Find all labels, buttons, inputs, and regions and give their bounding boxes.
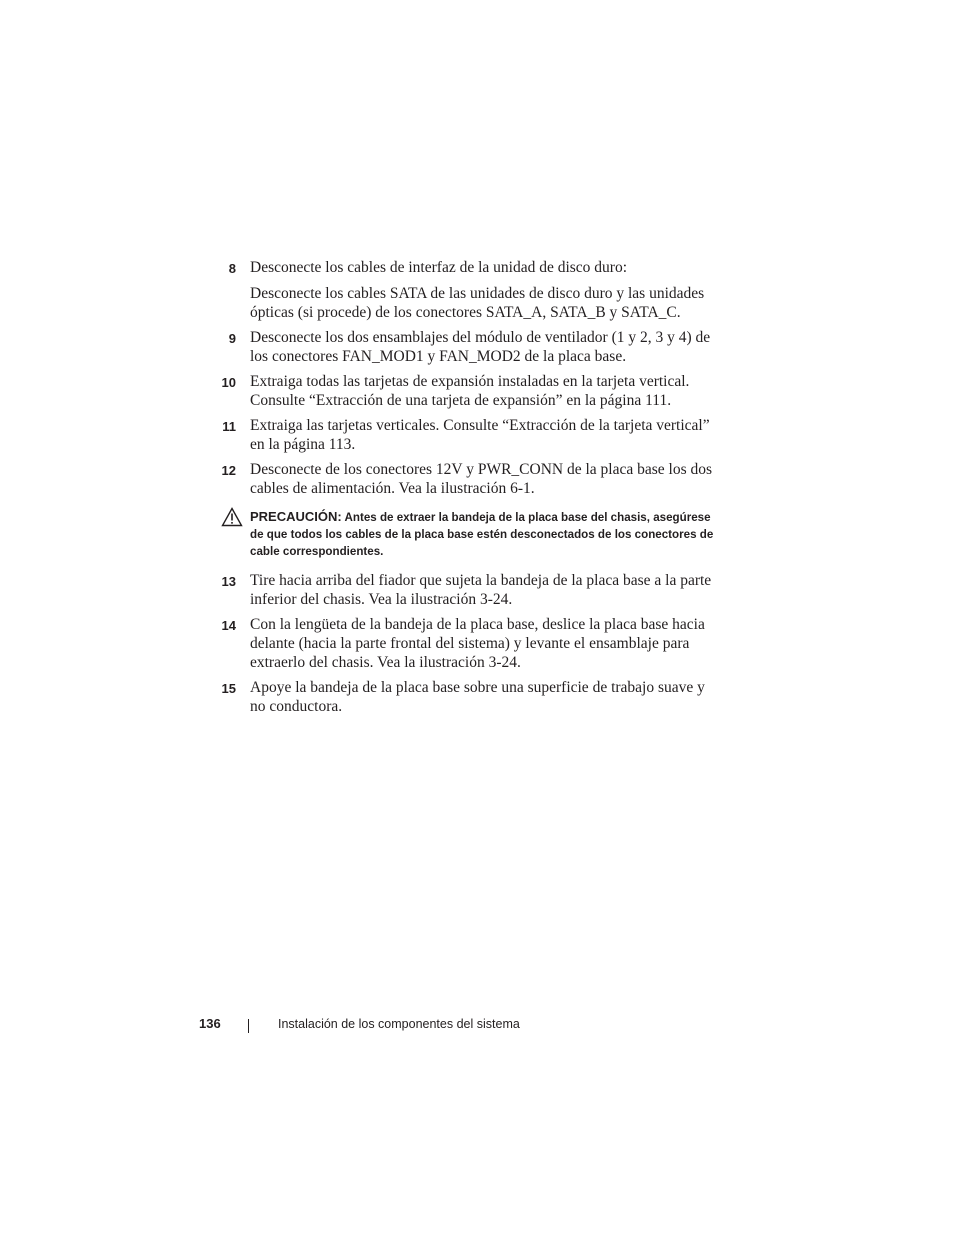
step-number: 11 xyxy=(222,419,236,434)
list-item xyxy=(220,460,720,498)
step-number: 15 xyxy=(221,681,236,696)
footer-divider xyxy=(248,1019,249,1033)
list-item xyxy=(220,615,720,672)
page-footer xyxy=(0,1016,954,1036)
step-text: Desconecte de los conectores 12V y PWR_CONN de la placa base los dos cables de alimentación. Vea la ilustración 6-1. xyxy=(250,461,713,497)
section-title: Instalación de los componentes del sistema xyxy=(278,1017,520,1031)
step-text: Extraiga las tarjetas verticales. Consulte “Extracción de la tarjeta vertical” en la página 113. xyxy=(250,417,710,453)
warning-triangle-icon xyxy=(221,507,243,527)
step-text: Apoye la bandeja de la placa base sobre una superficie de trabajo suave y no conductora. xyxy=(250,679,705,715)
step-number: 10 xyxy=(221,375,236,390)
step-number: 8 xyxy=(228,261,236,276)
list-item xyxy=(220,258,720,322)
procedure-steps xyxy=(220,258,720,722)
list-item xyxy=(220,571,720,609)
step-text: Desconecte los cables de interfaz de la unidad de disco duro: xyxy=(250,259,628,276)
caution-label: PRECAUCIÓN: xyxy=(250,509,342,524)
step-text: Extraiga todas las tarjetas de expansión instaladas en la tarjeta vertical. Consulte “Extracción de una tarjeta de expansión” en la página 111. xyxy=(250,373,690,409)
list-item xyxy=(220,678,720,716)
step-number: 14 xyxy=(221,618,236,633)
caution-notice xyxy=(220,508,720,560)
list-item xyxy=(220,372,720,410)
list-item xyxy=(220,328,720,366)
step-number: 9 xyxy=(228,331,236,346)
step-text: Desconecte los dos ensamblajes del módulo de ventilador (1 y 2, 3 y 4) de los conectores FAN_MOD1 y FAN_MOD2 de la placa base. xyxy=(250,329,711,365)
step-number: 13 xyxy=(221,574,236,589)
step-text: Tire hacia arriba del fiador que sujeta la bandeja de la placa base a la parte inferior del chasis. Vea la ilustración 3-24. xyxy=(250,572,712,608)
page-number: 136 xyxy=(199,1016,221,1031)
step-number: 12 xyxy=(221,463,236,478)
step-text: Con la lengüeta de la bandeja de la placa base, deslice la placa base hacia delante (hacia la parte frontal del sistema) y levante el ensamblaje para extraerlo del chasis. Vea la ilustración 3-24. xyxy=(250,616,705,671)
caution-text: Antes de extraer la bandeja de la placa base del chasis, asegúrese de que todos los cables de la placa base estén desconectados de los conectores de cable correspondientes. xyxy=(250,511,714,558)
list-item xyxy=(220,416,720,454)
step-subtext: Desconecte los cables SATA de las unidades de disco duro y las unidades ópticas (si procede) de los conectores SATA_A, SATA_B y SATA_C. xyxy=(250,285,705,321)
